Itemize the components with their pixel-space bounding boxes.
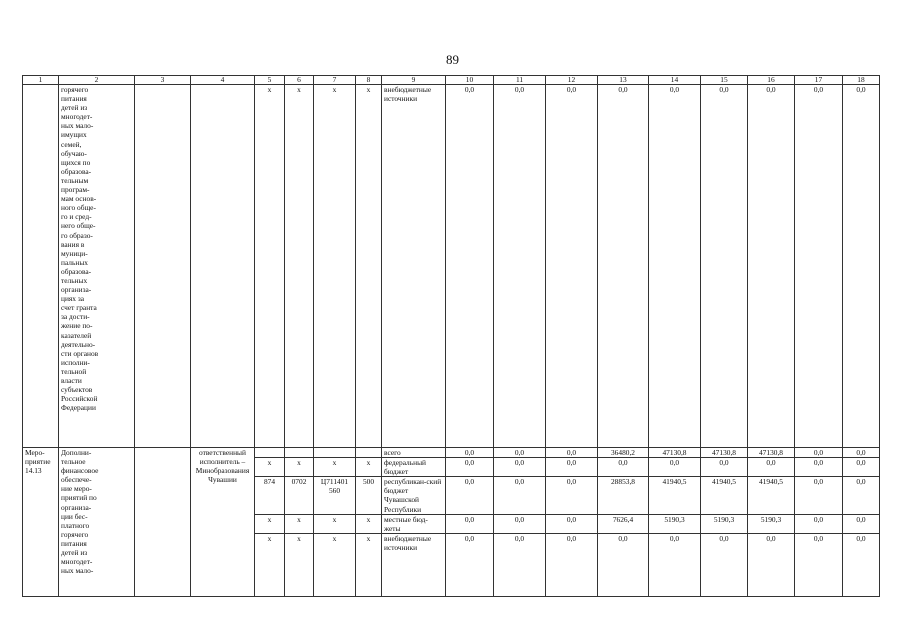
column-header: 17 <box>795 76 843 85</box>
text-line: организа- <box>61 285 92 295</box>
value-cell: 47130,8 <box>649 448 701 458</box>
code-cell: x <box>255 514 285 533</box>
value-cell: 47130,8 <box>701 448 748 458</box>
text-line: 14.13 <box>25 466 42 476</box>
text-line: питания <box>61 94 87 104</box>
value-cell: 5190,3 <box>701 514 748 533</box>
text-line: ние меро- <box>61 484 92 494</box>
value-cell: 5190,3 <box>748 514 795 533</box>
text-line: ных мало- <box>61 566 94 576</box>
text-line: власти <box>61 376 82 385</box>
value-cell: 0,0 <box>795 533 843 596</box>
column-header: 15 <box>701 76 748 85</box>
text-line: счет гранта <box>61 303 97 313</box>
value-cell: 0,0 <box>649 458 701 477</box>
header-row <box>23 76 880 85</box>
code-cell: x <box>356 533 382 596</box>
text-line: горячего <box>61 529 89 539</box>
code-cell: Ц711401 560 <box>314 477 356 514</box>
column-header: 13 <box>598 76 649 85</box>
text-line: Федерации <box>61 403 96 413</box>
description-cell <box>59 85 135 448</box>
column-header: 2 <box>59 76 135 85</box>
column-header: 18 <box>843 76 880 85</box>
event-label-cell <box>23 448 59 597</box>
code-cell: x <box>285 533 314 596</box>
text-line: вания в <box>61 239 85 249</box>
text-line: муници- <box>61 248 88 258</box>
text-line: горячего <box>61 85 89 94</box>
text-line: го образо- <box>61 230 93 240</box>
column-header: 1 <box>23 76 59 85</box>
code-cell: x <box>314 85 356 448</box>
code-cell: x <box>356 85 382 448</box>
text-line: щихся по <box>61 157 91 167</box>
text-line: пальных <box>61 257 88 267</box>
code-cell <box>285 448 314 458</box>
code-cell: 500 <box>356 477 382 514</box>
value-cell: 0,0 <box>446 533 494 596</box>
text-line: обучаю- <box>61 148 87 158</box>
source-cell: всего <box>382 448 446 458</box>
value-cell: 0,0 <box>649 85 701 448</box>
code-cell: x <box>255 85 285 448</box>
value-cell: 0,0 <box>795 514 843 533</box>
text-line: финансовое <box>61 466 99 476</box>
budget-table <box>22 75 880 597</box>
text-line: тельной <box>61 366 87 376</box>
column-header: 11 <box>494 76 546 85</box>
value-cell: 0,0 <box>546 514 598 533</box>
table-row <box>23 85 880 448</box>
value-cell: 0,0 <box>494 85 546 448</box>
code-cell: x <box>356 514 382 533</box>
value-cell: 0,0 <box>701 458 748 477</box>
text-line: ных мало- <box>61 121 94 131</box>
text-line: образова- <box>61 266 92 276</box>
text-line: приятие <box>25 457 51 467</box>
column-header: 7 <box>314 76 356 85</box>
value-cell: 0,0 <box>446 514 494 533</box>
value-cell: 7626,4 <box>598 514 649 533</box>
column-header: 8 <box>356 76 382 85</box>
text-line: програм- <box>61 185 90 195</box>
event-label-cell <box>23 85 59 448</box>
value-cell: 36480,2 <box>598 448 649 458</box>
text-line: казателей <box>61 330 92 340</box>
text-line: детей из <box>61 548 88 558</box>
value-cell: 0,0 <box>446 448 494 458</box>
value-cell: 0,0 <box>494 533 546 596</box>
column-header: 14 <box>649 76 701 85</box>
text-line: циях за <box>61 294 85 304</box>
value-cell: 0,0 <box>701 85 748 448</box>
source-cell: внебюджетные источники <box>382 85 446 448</box>
code-cell: x <box>255 458 285 477</box>
text-line: сти органов <box>61 348 99 358</box>
column-header: 3 <box>135 76 191 85</box>
value-cell: 0,0 <box>546 477 598 514</box>
value-cell: 41940,5 <box>748 477 795 514</box>
column-header: 4 <box>191 76 255 85</box>
text-line: ного обще- <box>61 203 96 213</box>
co-executor-cell <box>135 85 191 448</box>
text-line: Российской <box>61 394 98 404</box>
co-executor-cell <box>135 448 191 597</box>
code-cell: x <box>356 458 382 477</box>
value-cell: 0,0 <box>546 533 598 596</box>
value-cell: 0,0 <box>446 458 494 477</box>
text-line: питания <box>61 538 87 548</box>
value-cell: 28853,8 <box>598 477 649 514</box>
value-cell: 0,0 <box>748 85 795 448</box>
code-cell: x <box>314 458 356 477</box>
value-cell: 0,0 <box>748 533 795 596</box>
value-cell: 0,0 <box>701 533 748 596</box>
value-cell: 0,0 <box>546 448 598 458</box>
text-line: мам основ- <box>61 194 97 204</box>
text-line: субъектов <box>61 385 93 395</box>
value-cell: 0,0 <box>446 477 494 514</box>
text-line: тельное <box>61 457 86 467</box>
text-line: образова- <box>61 166 92 176</box>
value-cell: 0,0 <box>446 85 494 448</box>
text-line: тельных <box>61 275 88 285</box>
code-cell: x <box>285 85 314 448</box>
text-line: имущих <box>61 130 87 140</box>
value-cell: 0,0 <box>598 85 649 448</box>
source-cell: республикан-ский бюджет Чувашской Республики <box>382 477 446 514</box>
executor-cell: ответственный исполнитель – Минобразования Чувашии <box>191 448 255 597</box>
column-header: 6 <box>285 76 314 85</box>
value-cell: 0,0 <box>494 477 546 514</box>
value-cell: 0,0 <box>546 458 598 477</box>
text-line: Дополни- <box>61 448 92 457</box>
text-line: многодет- <box>61 112 93 122</box>
text-line: многодет- <box>61 557 93 567</box>
value-cell: 0,0 <box>494 514 546 533</box>
code-cell: 0702 <box>285 477 314 514</box>
value-cell: 0,0 <box>795 448 843 458</box>
text-line: ции бес- <box>61 511 88 521</box>
value-cell: 0,0 <box>598 533 649 596</box>
value-cell: 0,0 <box>843 533 880 596</box>
value-cell: 0,0 <box>598 458 649 477</box>
value-cell: 0,0 <box>843 514 880 533</box>
value-cell: 0,0 <box>843 448 880 458</box>
value-cell: 47130,8 <box>748 448 795 458</box>
code-cell: x <box>285 514 314 533</box>
source-cell: федеральный бюджет <box>382 458 446 477</box>
code-cell: x <box>314 514 356 533</box>
description-cell <box>59 448 135 597</box>
text-line: жение по- <box>61 321 93 331</box>
value-cell: 0,0 <box>843 85 880 448</box>
code-cell <box>356 448 382 458</box>
text-line: организа- <box>61 502 92 512</box>
value-cell: 41940,5 <box>649 477 701 514</box>
text-line: детей из <box>61 103 88 113</box>
value-cell: 0,0 <box>546 85 598 448</box>
column-header: 9 <box>382 76 446 85</box>
value-cell: 0,0 <box>494 458 546 477</box>
text-line: обеспече- <box>61 475 92 485</box>
text-line: тельным <box>61 175 89 185</box>
source-cell: местные бюд-жеты <box>382 514 446 533</box>
text-line: деятельно- <box>61 339 96 349</box>
column-header: 16 <box>748 76 795 85</box>
value-cell: 0,0 <box>795 458 843 477</box>
value-cell: 0,0 <box>843 458 880 477</box>
value-cell: 0,0 <box>795 477 843 514</box>
code-cell: 874 <box>255 477 285 514</box>
text-line: исполни- <box>61 357 90 367</box>
table-row <box>23 448 880 458</box>
column-header: 10 <box>446 76 494 85</box>
text-line: Меро- <box>25 448 45 457</box>
column-header: 12 <box>546 76 598 85</box>
code-cell: x <box>285 458 314 477</box>
text-line: за дости- <box>61 312 90 322</box>
value-cell: 5190,3 <box>649 514 701 533</box>
text-line: го и сред- <box>61 212 92 222</box>
value-cell: 0,0 <box>748 458 795 477</box>
text-line: семей, <box>61 139 82 149</box>
value-cell: 0,0 <box>649 533 701 596</box>
column-header: 5 <box>255 76 285 85</box>
text-line: платного <box>61 520 90 530</box>
source-cell: внебюджетные источники <box>382 533 446 596</box>
code-cell <box>255 448 285 458</box>
value-cell: 0,0 <box>795 85 843 448</box>
value-cell: 41940,5 <box>701 477 748 514</box>
code-cell: x <box>255 533 285 596</box>
value-cell: 0,0 <box>843 477 880 514</box>
value-cell: 0,0 <box>494 448 546 458</box>
code-cell <box>314 448 356 458</box>
code-cell: x <box>314 533 356 596</box>
text-line: него обще- <box>61 221 96 231</box>
page-number: 89 <box>446 52 459 67</box>
executor-cell <box>191 85 255 448</box>
text-line: приятий по <box>61 493 97 503</box>
